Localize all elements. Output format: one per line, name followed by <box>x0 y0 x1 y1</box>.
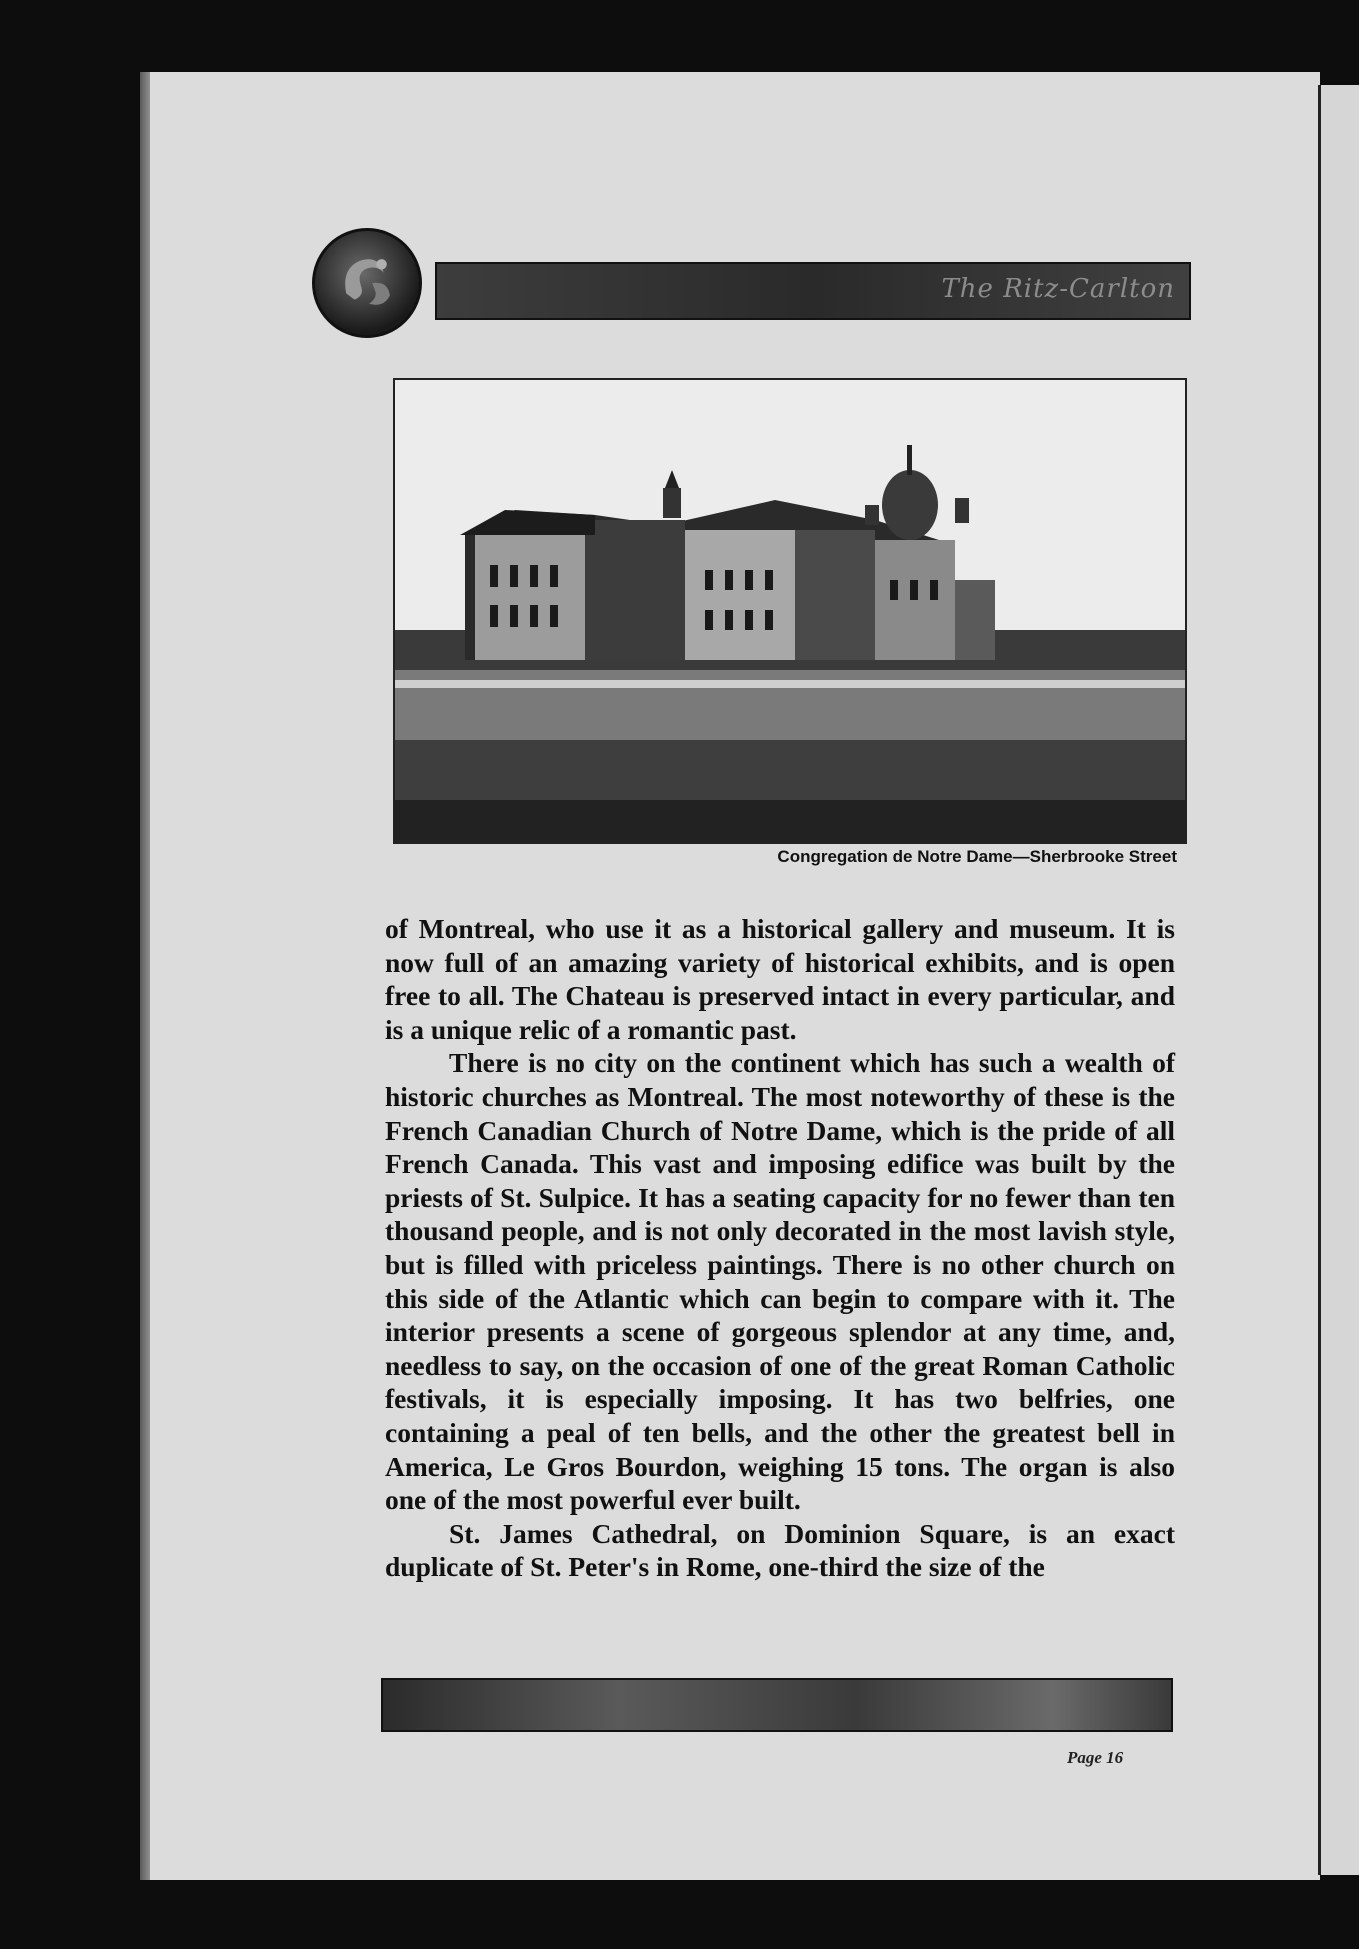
paragraph-continuation: of Montreal, who use it as a historical gallery and museum. It is now full of an amazing variety of historical exhibits, and is open free to all. The Chateau is preserved intact in every particular, and is a unique relic of a romantic past. <box>385 913 1175 1045</box>
page-number: Page 16 <box>1067 1748 1124 1767</box>
photo-caption: Congregation de Notre Dame—Sherbrooke Street <box>777 847 1177 866</box>
paragraph-notre-dame: There is no city on the continent which has such a wealth of historic churches as Montreal. The most noteworthy of these is the French Canadian Church of Notre Dame, which is the pride of all French Canada. This vast and imposing edifice was built by the priests of St. Sulpice. It has a seating capacity for no fewer than ten thousand people, and is not only decorated in the most lavish style, but is filled with priceless paintings. There is no other church on this side of the Atlantic which can begin to compare with it. The interior presents a scene of gorgeous splendor at any time, and, needless to say, on the occasion of one of the great Roman Catholic festivals, it is especially imposing. It has two belfries, one containing a peal of ten bells, and the other the greatest bell in America, Le Gros Bourdon, weighing 15 tons. The organ is also one of the most powerful ever built. <box>385 1047 1175 1516</box>
emblem-logo-icon <box>312 228 422 338</box>
footer-banner <box>381 1678 1173 1732</box>
header-banner <box>435 262 1191 320</box>
article-body <box>385 912 1175 1584</box>
header-title: The Ritz-Carlton <box>941 274 1175 304</box>
building-photograph <box>393 378 1187 844</box>
adjacent-page-edge <box>1318 85 1359 1875</box>
paragraph-st-james: St. James Cathedral, on Dominion Square, is an exact duplicate of St. Peter's in Rome, one-third the size of the <box>385 1517 1175 1583</box>
